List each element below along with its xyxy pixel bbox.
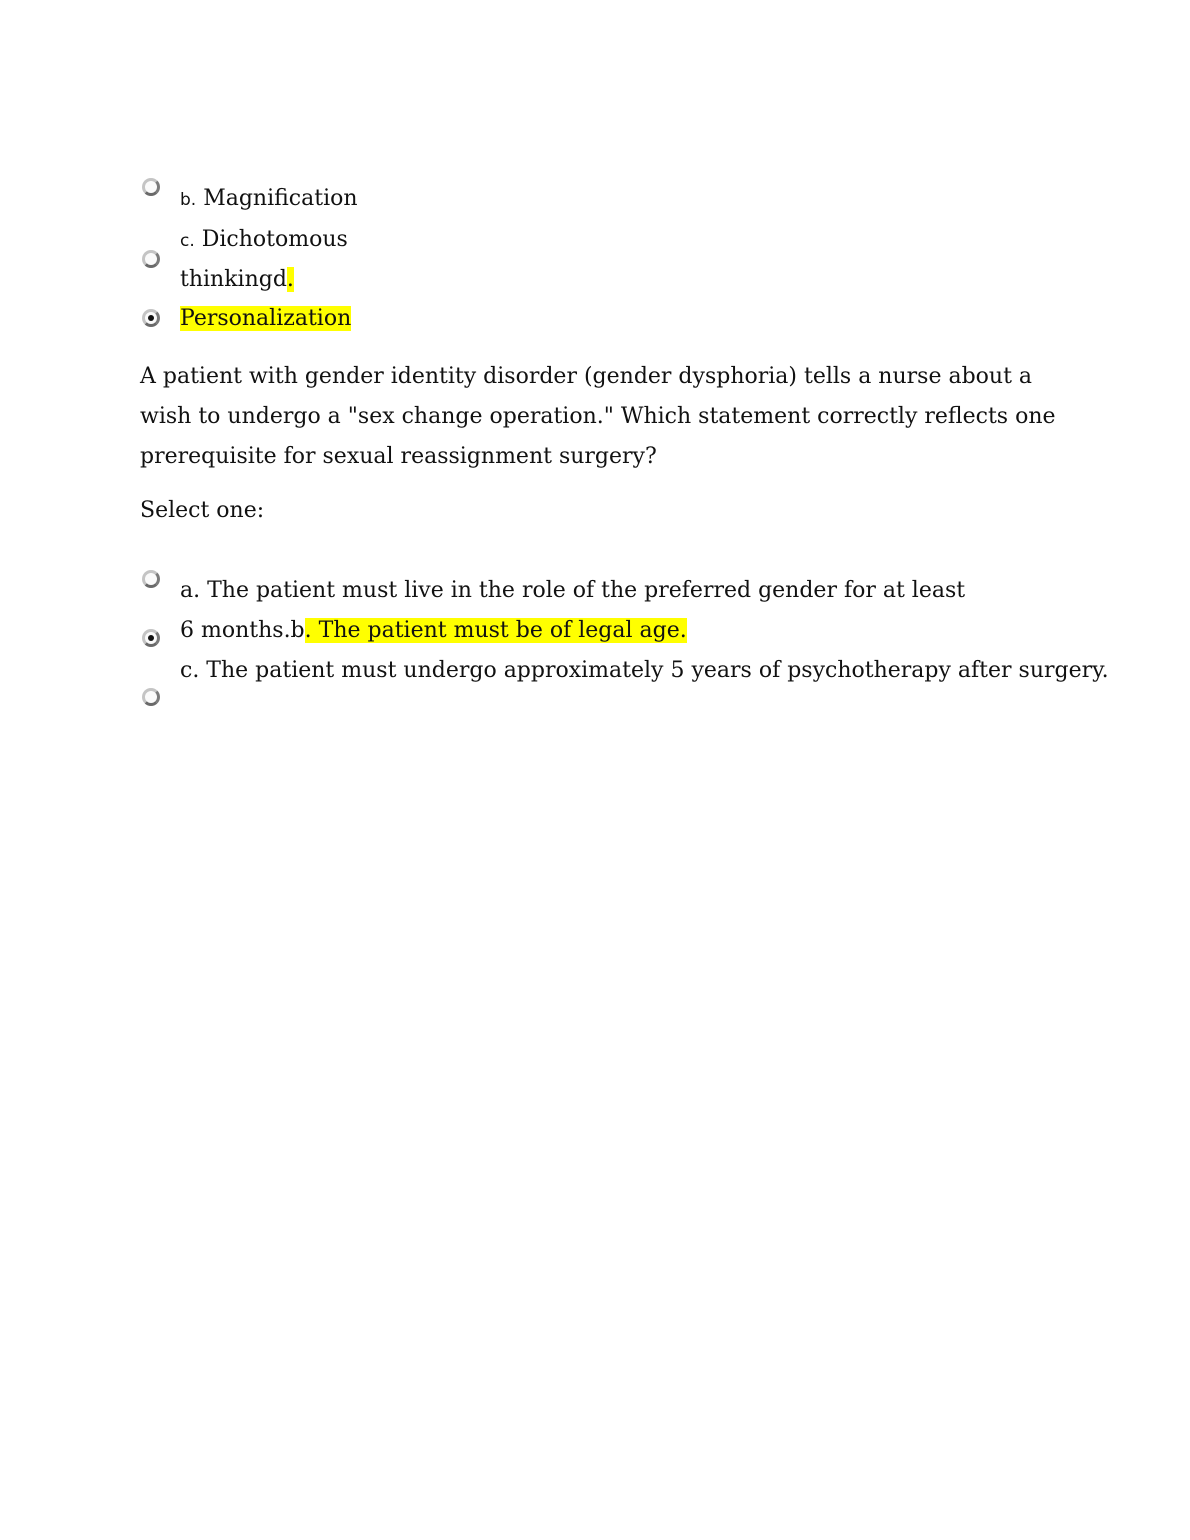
question-stem: A patient with gender identity disorder (gender dysphoria) tells a nurse about a wish to undergo a "sex change operation." Which statement correctly reflects one prerequisite for sexual reassignment surgery? [140,364,1056,469]
q2-option-b-text: 6 months.b [180,618,305,643]
radio-option-d[interactable] [142,309,160,327]
option-b-prefix: b. [180,190,197,210]
option-c-text-line2: thinkingd [180,267,287,292]
option-d-text: Personalization [180,306,352,331]
option-c-highlight: . [286,267,294,292]
option-c-text: Dichotomous [194,227,348,252]
radio-option-c[interactable] [142,250,160,268]
radio-q2-option-c[interactable] [142,688,160,706]
q2-option-b [180,617,687,645]
option-b-text: Magnification [196,186,358,211]
option-c-prefix: c. [180,231,195,251]
option-c-continued [180,266,294,294]
option-c [180,226,348,255]
radio-option-b[interactable] [142,178,160,196]
select-one-label: Select one: [140,498,265,523]
q2-option-c: c. The patient must undergo approximately 5 years of psychotherapy after surgery. [180,658,1109,683]
q2-option-a: a. The patient must live in the role of the preferred gender for at least [180,578,966,603]
q2-option-b-highlight: . The patient must be of legal age. [304,618,687,643]
option-b [180,185,358,214]
radio-q2-option-b[interactable] [142,629,160,647]
radio-q2-option-a[interactable] [142,570,160,588]
option-d [180,305,351,333]
